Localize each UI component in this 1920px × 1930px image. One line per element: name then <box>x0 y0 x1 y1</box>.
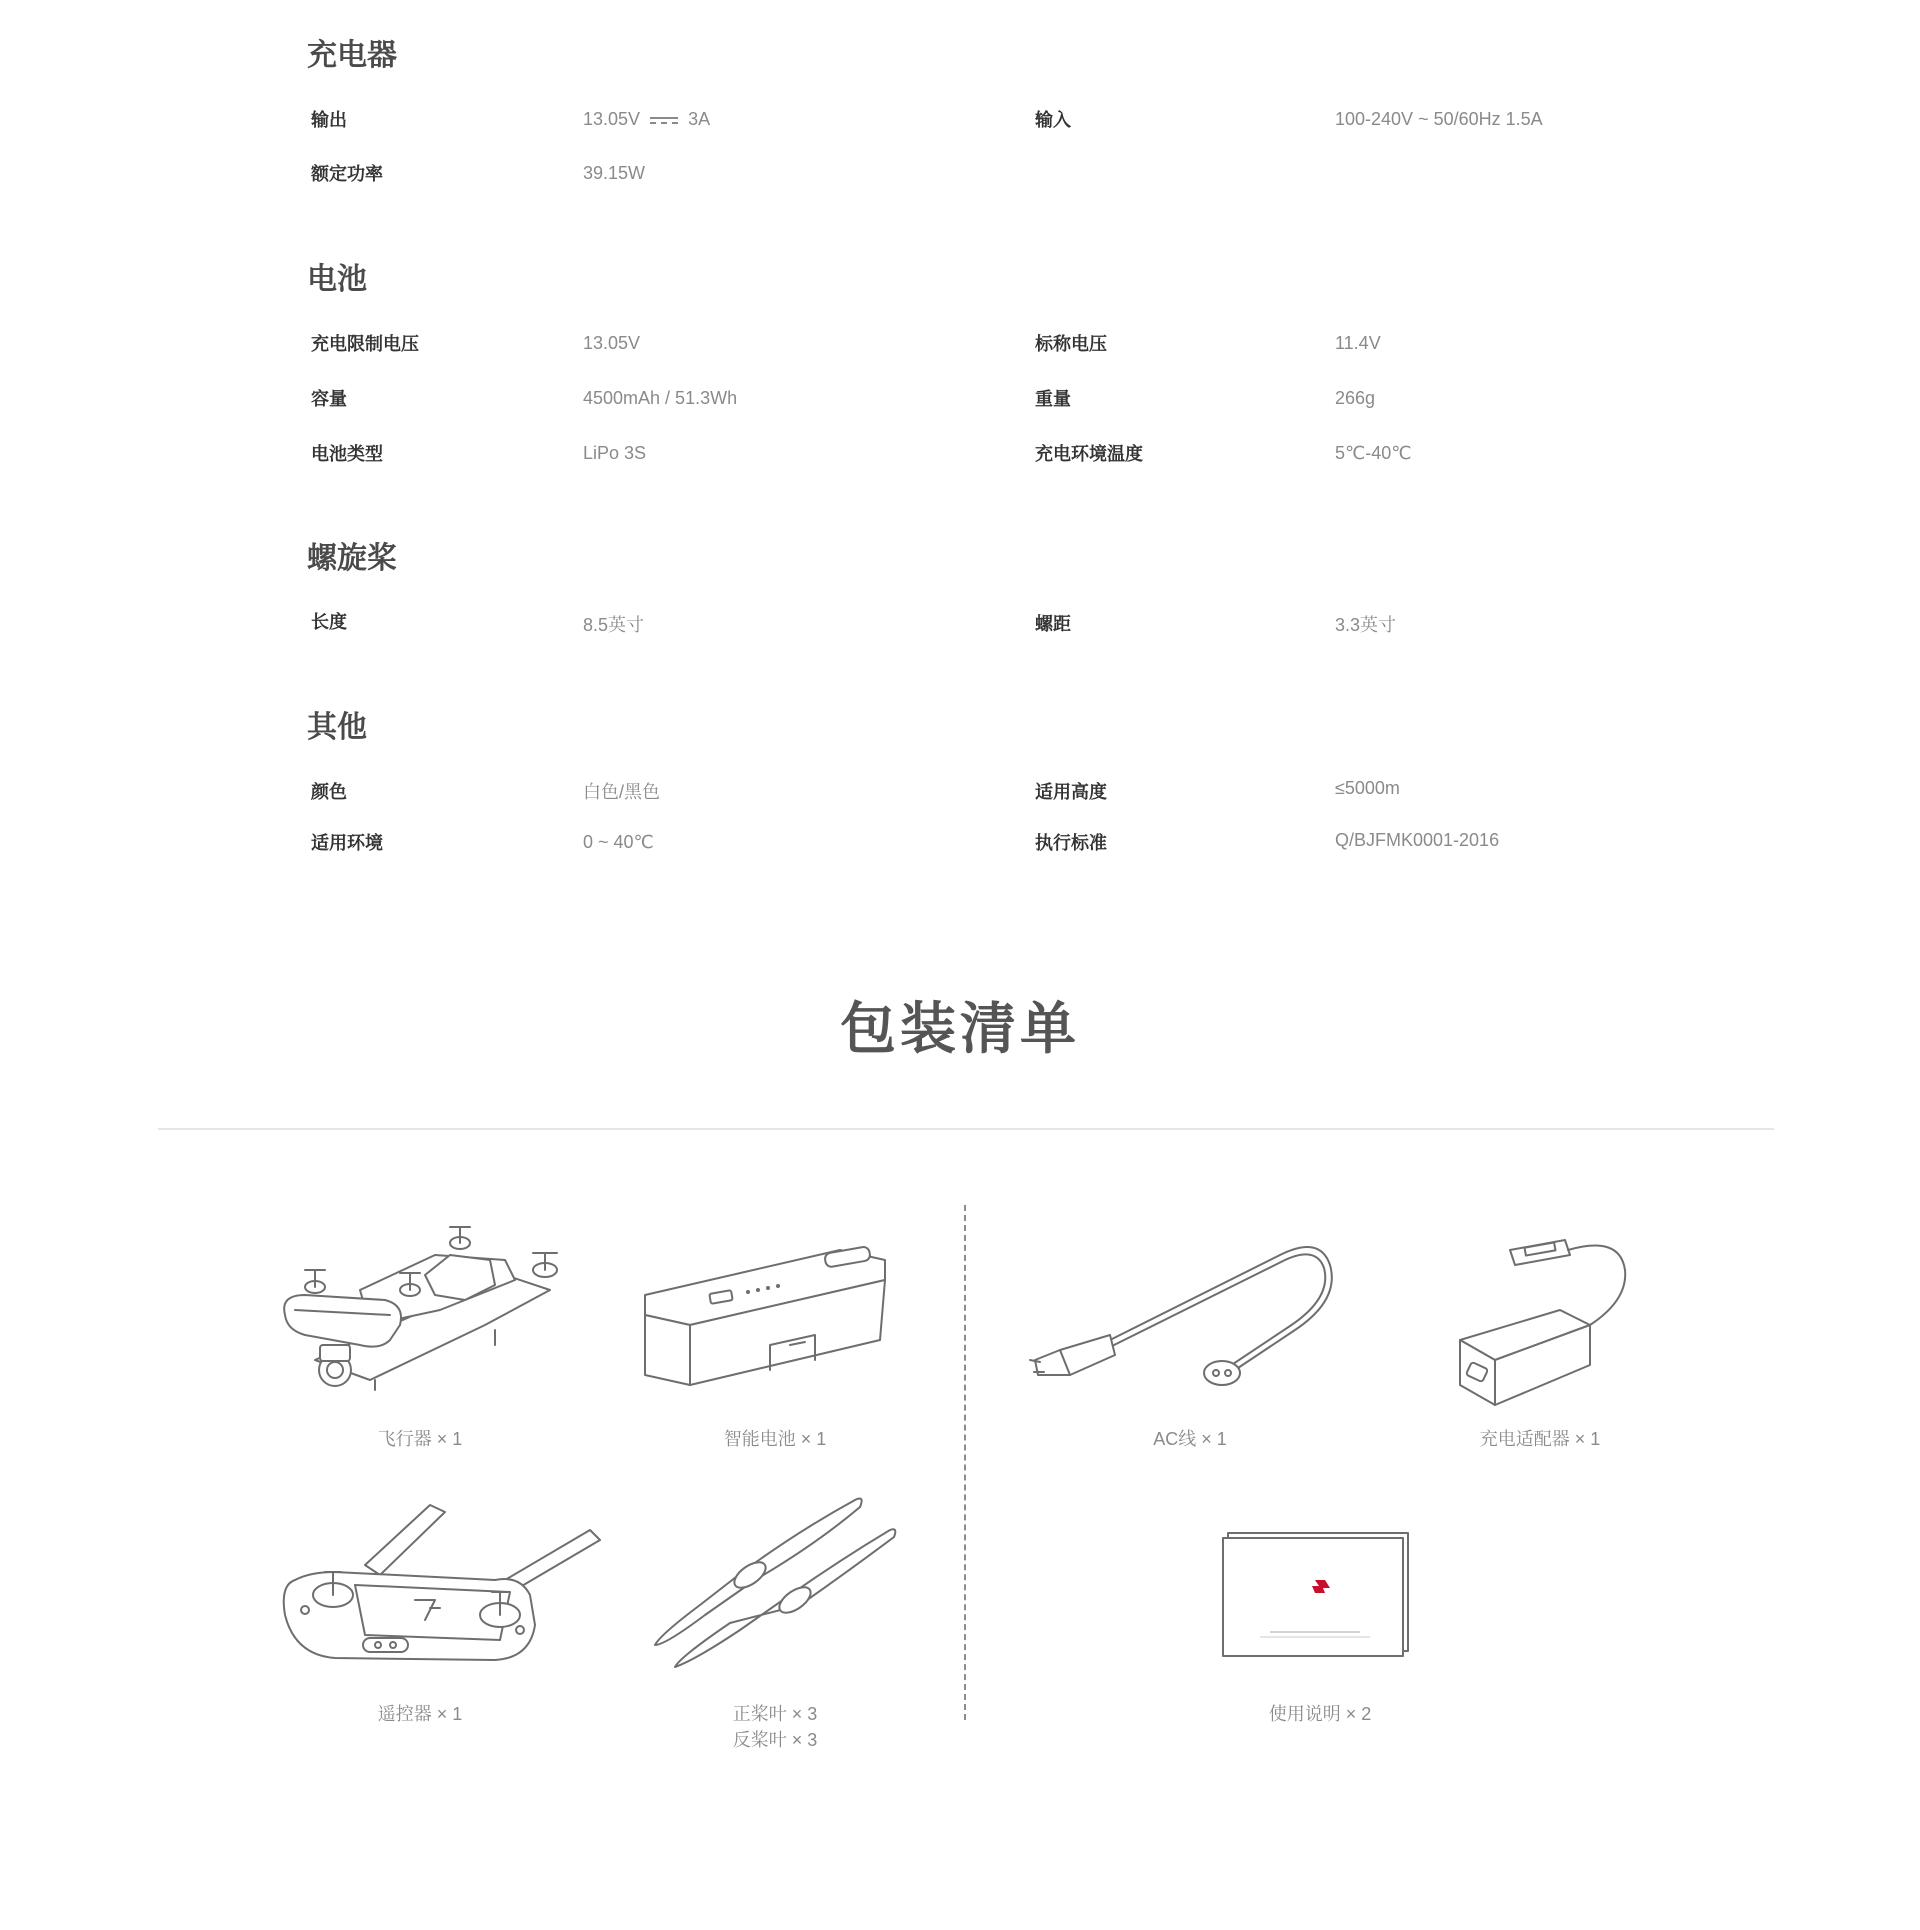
rated-power-value: 39.15W <box>583 163 646 183</box>
pitch-label: 螺距 <box>1035 614 1071 634</box>
battery-icon <box>640 1240 890 1390</box>
battery-type-label: 电池类型 <box>311 444 383 464</box>
weight-label: 重量 <box>1035 389 1071 409</box>
weight-value: 266g <box>1335 388 1376 408</box>
battery-type-value: LiPo 3S <box>583 443 647 463</box>
nominal-voltage-label: 标称电压 <box>1035 334 1107 354</box>
charger-section-title: 充电器 <box>307 39 397 72</box>
output-label: 输出 <box>311 110 347 130</box>
vertical-divider <box>964 1205 966 1720</box>
output-value <box>583 109 710 130</box>
nominal-voltage-value: 11.4V <box>1335 333 1381 353</box>
pitch-value: 3.3英寸 <box>1335 615 1397 635</box>
propeller-icon <box>650 1495 900 1670</box>
limit-voltage-label: 充电限制电压 <box>311 334 419 354</box>
battery-section-title: 电池 <box>307 263 367 296</box>
ac-cable-caption: AC线 × 1 <box>1153 1429 1227 1449</box>
output-voltage: 13.05V <box>583 109 641 129</box>
charge-temp-label: 充电环境温度 <box>1035 444 1143 464</box>
environment-value: 0 ~ 40℃ <box>583 832 654 852</box>
package-list-title: 包装清单 <box>840 997 1080 1060</box>
color-label: 颜色 <box>311 782 347 802</box>
output-current: 3A <box>688 109 711 129</box>
rated-power-label: 额定功率 <box>311 164 383 184</box>
dc-symbol-icon <box>650 114 678 126</box>
divider <box>158 1128 1774 1130</box>
charge-temp-value: 5℃-40℃ <box>1335 443 1412 463</box>
drone-icon <box>275 1215 595 1390</box>
props-ccw-caption: 反桨叶 × 3 <box>732 1730 818 1750</box>
battery-caption: 智能电池 × 1 <box>723 1429 827 1449</box>
charger-caption: 充电适配器 × 1 <box>1479 1429 1601 1449</box>
standard-label: 执行标准 <box>1035 833 1107 853</box>
other-section-title: 其他 <box>307 711 367 744</box>
remote-caption: 遥控器 × 1 <box>377 1704 463 1724</box>
input-label: 输入 <box>1035 110 1071 130</box>
limit-voltage-value: 13.05V <box>583 333 641 353</box>
ac-cable-icon <box>1030 1240 1340 1400</box>
capacity-label: 容量 <box>311 389 347 409</box>
altitude-label: 适用高度 <box>1035 782 1107 802</box>
propeller-section-title: 螺旋桨 <box>307 542 397 575</box>
charger-icon <box>1440 1240 1630 1410</box>
length-label: 长度 <box>311 612 347 632</box>
remote-controller-icon <box>275 1500 605 1665</box>
input-value: 100-240V ~ 50/60Hz 1.5A <box>1335 109 1543 129</box>
manual-caption: 使用说明 × 2 <box>1268 1704 1372 1724</box>
altitude-value: ≤5000m <box>1335 778 1400 798</box>
color-value: 白色/黑色 <box>583 782 661 802</box>
standard-value: Q/BJFMK0001-2016 <box>1335 830 1500 850</box>
capacity-value: 4500mAh / 51.3Wh <box>583 388 738 408</box>
length-value: 8.5英寸 <box>583 615 645 635</box>
props-cw-caption: 正桨叶 × 3 <box>732 1704 818 1724</box>
environment-label: 适用环境 <box>311 833 383 853</box>
aircraft-caption: 飞行器 × 1 <box>377 1429 463 1449</box>
manual-icon <box>1220 1530 1420 1660</box>
